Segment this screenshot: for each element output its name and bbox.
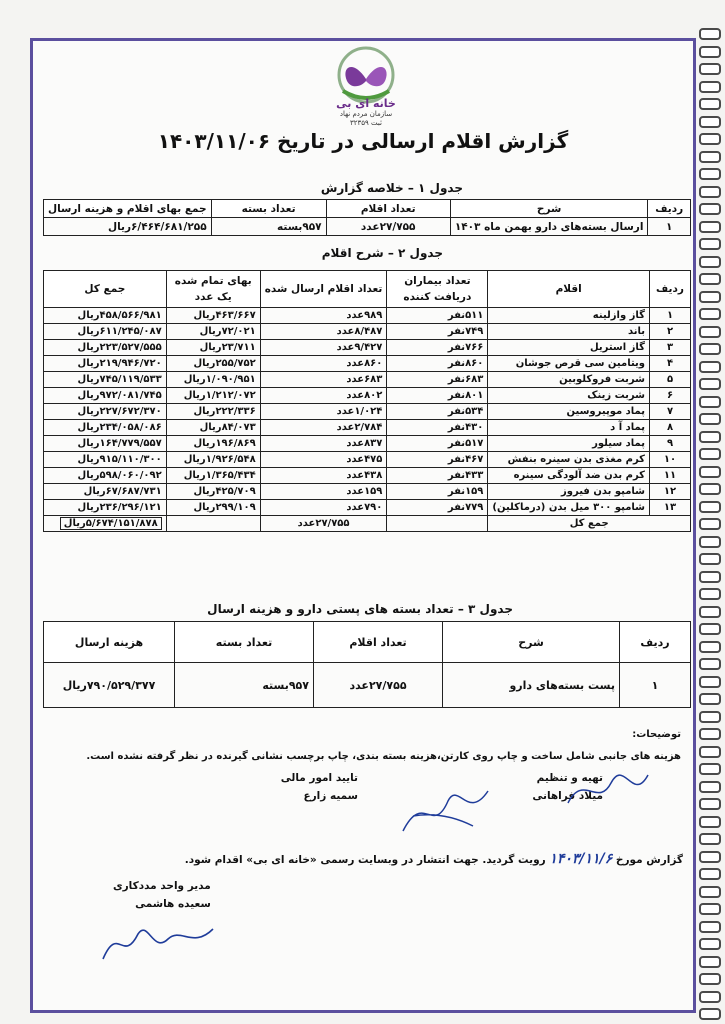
- logo-name: خانه ای بی: [336, 97, 396, 110]
- table-cell: پماد آ د: [488, 420, 650, 436]
- table-cell: ۲۹۹/۱۰۹ریال: [166, 500, 260, 516]
- header-cell: تعداد بیماران دریافت کننده: [387, 271, 488, 308]
- table-cell: ۵: [650, 372, 691, 388]
- table-cell: کرم مغذی بدن سینره بنفش: [488, 452, 650, 468]
- table-cell: ۱: [648, 218, 691, 236]
- header-cell: تعداد اقلام: [326, 200, 450, 218]
- table-cell: ۱: [650, 308, 691, 324]
- logo-subtitle: سازمان مردم نهاد: [339, 110, 393, 118]
- binding-hole: [699, 781, 721, 793]
- binding-hole: [699, 151, 721, 163]
- binding-hole: [699, 833, 721, 845]
- table-cell: ۹/۴۲۷عدد: [260, 340, 387, 356]
- table-cell: شامپو بدن فیروز: [488, 484, 650, 500]
- approved-title: تایید امور مالی: [280, 772, 358, 784]
- table-cell: ۶۱۱/۲۴۵/۰۸۷ریال: [44, 324, 167, 340]
- binding-hole: [699, 46, 721, 58]
- table-cell: ۴۶۷نفر: [387, 452, 488, 468]
- manager-title: مدیر واحد مددکاری: [113, 880, 211, 892]
- table-cell: ۷: [650, 404, 691, 420]
- table-cell: ۴: [650, 356, 691, 372]
- table-row: [44, 484, 691, 500]
- summary-table: [43, 199, 691, 236]
- table-cell: ۶: [650, 388, 691, 404]
- binding-hole: [699, 361, 721, 373]
- table-cell: [166, 516, 260, 532]
- binding-hole: [699, 483, 721, 495]
- header-cell: تعداد اقلام: [314, 622, 443, 663]
- table-cell: ۸: [650, 420, 691, 436]
- table-cell: شامپو ۳۰۰ میل بدن (درماکلین): [488, 500, 650, 516]
- binding-hole: [699, 553, 721, 565]
- approval-date: ۱۴۰۳/۱۱/۶: [549, 851, 613, 867]
- prepared-name: میلاد فراهانی: [532, 790, 603, 802]
- binding-hole: [699, 973, 721, 985]
- binding-hole: [699, 203, 721, 215]
- binding-hole: [699, 431, 721, 443]
- header-cell: شرح: [443, 622, 620, 663]
- binding-hole: [699, 798, 721, 810]
- table-row: [44, 372, 691, 388]
- header-cell: تعداد بسته: [175, 622, 314, 663]
- binding-hole: [699, 676, 721, 688]
- binding-hole: [699, 921, 721, 933]
- binding-hole: [699, 273, 721, 285]
- table-cell: ۲۲۷/۶۷۲/۳۷۰ریال: [44, 404, 167, 420]
- header-cell: اقلام: [488, 271, 650, 308]
- table-cell: ۱/۰۲۴عدد: [260, 404, 387, 420]
- binding-hole: [699, 343, 721, 355]
- table-cell: ۲۵۵/۷۵۲ریال: [166, 356, 260, 372]
- binding-hole: [699, 308, 721, 320]
- table-cell: ۹۱۵/۱۱۰/۳۰۰ریال: [44, 452, 167, 468]
- binding-hole: [699, 63, 721, 75]
- table1-caption: جدول ۱ – خلاصه گزارش: [320, 181, 463, 195]
- table-cell: ۲۳/۷۱۱ریال: [166, 340, 260, 356]
- table-row: [44, 340, 691, 356]
- binding-hole: [699, 396, 721, 408]
- header-cell: شرح: [450, 200, 648, 218]
- table-cell: ۱/۰۹۰/۹۵۱ریال: [166, 372, 260, 388]
- table-row: [44, 388, 691, 404]
- total-quantity: ۲۷/۷۵۵عدد: [260, 516, 387, 532]
- binding-hole: [699, 466, 721, 478]
- table-cell: ۸۰۲عدد: [260, 388, 387, 404]
- table-cell: کرم بدن ضد آلودگی سینره: [488, 468, 650, 484]
- binding-hole: [699, 81, 721, 93]
- table-row: [44, 308, 691, 324]
- prepared-title: تهیه و تنظیم: [536, 772, 603, 784]
- table-cell: ۷۴۹نفر: [387, 324, 488, 340]
- table-cell: ۲۱۹/۹۴۶/۷۲۰ریال: [44, 356, 167, 372]
- report-title: گزارش اقلام ارسالی در تاریخ ۱۴۰۳/۱۱/۰۶: [157, 129, 569, 153]
- table-cell: ۱/۳۶۵/۴۳۴ریال: [166, 468, 260, 484]
- table-row: [44, 452, 691, 468]
- table-header-row: [44, 271, 691, 308]
- table-cell: ۲/۷۸۴عدد: [260, 420, 387, 436]
- binding-hole: [699, 536, 721, 548]
- prepared-signature-icon: [563, 763, 653, 818]
- table-cell: ۸/۴۸۷عدد: [260, 324, 387, 340]
- table-cell: ۱۹۶/۸۶۹ریال: [166, 436, 260, 452]
- header-cell: تعداد بسته: [211, 200, 326, 218]
- table-cell: ۲: [650, 324, 691, 340]
- table3-caption: جدول ۳ – تعداد بسته های پستی دارو و هزینه ارسال: [207, 602, 513, 616]
- table-cell: ۱/۹۲۶/۵۴۸ریال: [166, 452, 260, 468]
- table-cell: ۲۷/۷۵۵عدد: [326, 218, 450, 236]
- header-cell: بهای تمام شده یک عدد: [166, 271, 260, 308]
- table-cell: شربت زینک: [488, 388, 650, 404]
- binding-hole: [699, 868, 721, 880]
- table-cell: ۶/۴۶۴/۶۸۱/۲۵۵ریال: [44, 218, 212, 236]
- binding-hole: [699, 186, 721, 198]
- binding-hole: [699, 1008, 721, 1020]
- binding-hole: [699, 256, 721, 268]
- table-row: [44, 436, 691, 452]
- binding-hole: [699, 623, 721, 635]
- binding-hole: [699, 221, 721, 233]
- table-cell: ۸۰۱نفر: [387, 388, 488, 404]
- binding-hole: [699, 116, 721, 128]
- table-cell: ۴۵۸/۵۶۶/۹۸۱ریال: [44, 308, 167, 324]
- table-cell: ۷۹۰عدد: [260, 500, 387, 516]
- binding-hole: [699, 378, 721, 390]
- binding-hole: [699, 588, 721, 600]
- table-cell: ۱۳: [650, 500, 691, 516]
- table-row: [44, 218, 691, 236]
- table-cell: ۸۳۷عدد: [260, 436, 387, 452]
- table-cell: ۹۷۲/۰۸۱/۷۴۵ریال: [44, 388, 167, 404]
- total-row: [44, 516, 691, 532]
- table-cell: ۹۵۷بسته: [175, 663, 314, 708]
- table-cell: ۴۳۳نفر: [387, 468, 488, 484]
- binding-hole: [699, 693, 721, 705]
- binding-hole: [699, 851, 721, 863]
- binding-hole: [699, 501, 721, 513]
- binding-hole: [699, 938, 721, 950]
- binding-hole: [699, 658, 721, 670]
- table-cell: ۱۵۹عدد: [260, 484, 387, 500]
- table-row: [44, 404, 691, 420]
- manager-name: سعیده هاشمی: [135, 898, 211, 910]
- table-cell: ۴۲۵/۷۰۹ریال: [166, 484, 260, 500]
- table2-caption: جدول ۲ – شرح اقلام: [321, 246, 443, 260]
- binding-hole: [699, 816, 721, 828]
- table-cell: ۷۴۵/۱۱۹/۵۳۳ریال: [44, 372, 167, 388]
- table-cell: ۱۶۴/۷۷۹/۵۵۷ریال: [44, 436, 167, 452]
- binding-hole: [699, 571, 721, 583]
- table-cell: شربت فروکلوبین: [488, 372, 650, 388]
- table-header-row: [44, 622, 691, 663]
- binding-hole: [699, 168, 721, 180]
- table-cell: ۶۷/۶۸۷/۷۳۱ریال: [44, 484, 167, 500]
- binding-hole: [699, 98, 721, 110]
- notes-text: هزینه های جانبی شامل ساخت و چاپ روی کارتن،هزینه بسته بندی، چاپ برچسب نشانی گیرنده در نظر گرفته نشده است.: [86, 751, 681, 762]
- table-cell: ۷۷۹نفر: [387, 500, 488, 516]
- notes-label: توضیحات:: [632, 729, 681, 740]
- table-cell: ۲۲۲/۳۳۶ریال: [166, 404, 260, 420]
- table-cell: ۶۸۳نفر: [387, 372, 488, 388]
- items-table-body: [44, 308, 691, 516]
- table-cell: گاز وازلینه: [488, 308, 650, 324]
- table-row: [44, 420, 691, 436]
- table-row: [44, 468, 691, 484]
- table-cell: ۱۰: [650, 452, 691, 468]
- table-cell: ۷۶۶نفر: [387, 340, 488, 356]
- binding-hole: [699, 606, 721, 618]
- header-cell: ردیف: [620, 622, 691, 663]
- table-cell: ۵۱۷نفر: [387, 436, 488, 452]
- spiral-binding: [697, 0, 725, 1024]
- approved-by: [281, 769, 358, 805]
- table-cell: ۶۸۳عدد: [260, 372, 387, 388]
- table-cell: [387, 516, 488, 532]
- table-cell: باند: [488, 324, 650, 340]
- manager-signature-icon: [93, 909, 223, 969]
- table-cell: ۹: [650, 436, 691, 452]
- table-cell: ۷۲/۰۲۱ریال: [166, 324, 260, 340]
- table-cell: ارسال بسته‌های دارو بهمن ماه ۱۴۰۳: [450, 218, 648, 236]
- binding-hole: [699, 903, 721, 915]
- table-cell: ۴۷۵عدد: [260, 452, 387, 468]
- table-cell: ۲۲۳/۵۲۷/۵۵۵ریال: [44, 340, 167, 356]
- header-cell: ردیف: [648, 200, 691, 218]
- binding-hole: [699, 518, 721, 530]
- binding-hole: [699, 133, 721, 145]
- table-cell: ویتامین سی قرص جوشان: [488, 356, 650, 372]
- table-cell: ۵۳۴نفر: [387, 404, 488, 420]
- table-cell: ۱۱: [650, 468, 691, 484]
- table-cell: پماد موپیروسین: [488, 404, 650, 420]
- table-cell: گاز استریل: [488, 340, 650, 356]
- binding-hole: [699, 448, 721, 460]
- table-row: [44, 663, 691, 708]
- table-cell: پماد سیلور: [488, 436, 650, 452]
- table-cell: پست بسته‌های دارو: [443, 663, 620, 708]
- table-cell: ۸۶۰عدد: [260, 356, 387, 372]
- table-row: [44, 356, 691, 372]
- binding-hole: [699, 991, 721, 1003]
- approved-name: سمیه زارع: [303, 790, 358, 802]
- approval-line: [33, 851, 683, 867]
- binding-hole: [699, 326, 721, 338]
- table-cell: ۸۶۰نفر: [387, 356, 488, 372]
- table-cell: ۵۹۸/۰۶۰/۰۹۲ریال: [44, 468, 167, 484]
- manager-signoff: [113, 877, 211, 913]
- table-row: [44, 324, 691, 340]
- binding-hole: [699, 291, 721, 303]
- header-cell: تعداد اقلام ارسال شده: [260, 271, 387, 308]
- logo-registration: ثبت ۳۲۳۵۹: [350, 119, 382, 127]
- total-label: جمع کل: [488, 516, 691, 532]
- binding-hole: [699, 746, 721, 758]
- table-cell: ۴۶۳/۶۶۷ریال: [166, 308, 260, 324]
- table-cell: ۲۳۶/۲۹۶/۱۲۱ریال: [44, 500, 167, 516]
- binding-hole: [699, 28, 721, 40]
- table-cell: ۹۸۹عدد: [260, 308, 387, 324]
- approval-before: گزارش مورخ: [615, 854, 683, 866]
- items-table: [43, 270, 691, 532]
- table-cell: ۴۳۰نفر: [387, 420, 488, 436]
- table-cell: ۱۵۹نفر: [387, 484, 488, 500]
- total-sum: ۵/۶۷۴/۱۵۱/۸۷۸ریال: [60, 517, 162, 530]
- binding-hole: [699, 763, 721, 775]
- table-cell: ۲۳۴/۰۵۸/۰۸۶ریال: [44, 420, 167, 436]
- table-header-row: [44, 200, 691, 218]
- table-cell: ۱: [620, 663, 691, 708]
- table-row: [44, 500, 691, 516]
- binding-hole: [699, 956, 721, 968]
- header-cell: هزینه ارسال: [44, 622, 175, 663]
- binding-hole: [699, 886, 721, 898]
- approval-after: رویت گردید. جهت انتشار در وبسایت رسمی «خانه ای بی» اقدام شود.: [184, 854, 546, 866]
- report-page: [30, 38, 696, 1013]
- header-cell: جمع بهای اقلام و هزینه ارسال: [44, 200, 212, 218]
- table-cell: ۱۲: [650, 484, 691, 500]
- table-cell: ۸۴/۰۷۳ریال: [166, 420, 260, 436]
- binding-hole: [699, 413, 721, 425]
- binding-hole: [699, 641, 721, 653]
- header-cell: ردیف: [650, 271, 691, 308]
- header-cell: جمع کل: [44, 271, 167, 308]
- table-cell: ۵۱۱نفر: [387, 308, 488, 324]
- table-cell: ۲۷/۷۵۵عدد: [314, 663, 443, 708]
- table-cell: ۴۳۸عدد: [260, 468, 387, 484]
- binding-hole: [699, 238, 721, 250]
- table-cell: ۱/۲۱۲/۰۷۲ریال: [166, 388, 260, 404]
- shipping-table: [43, 621, 691, 708]
- binding-hole: [699, 728, 721, 740]
- logo-caption: [301, 97, 431, 128]
- binding-hole: [699, 711, 721, 723]
- table-cell: ۹۵۷بسته: [211, 218, 326, 236]
- table-cell: ۳: [650, 340, 691, 356]
- approved-signature-icon: [393, 771, 493, 841]
- table-cell: ۷۹۰/۵۲۹/۳۷۷ریال: [44, 663, 175, 708]
